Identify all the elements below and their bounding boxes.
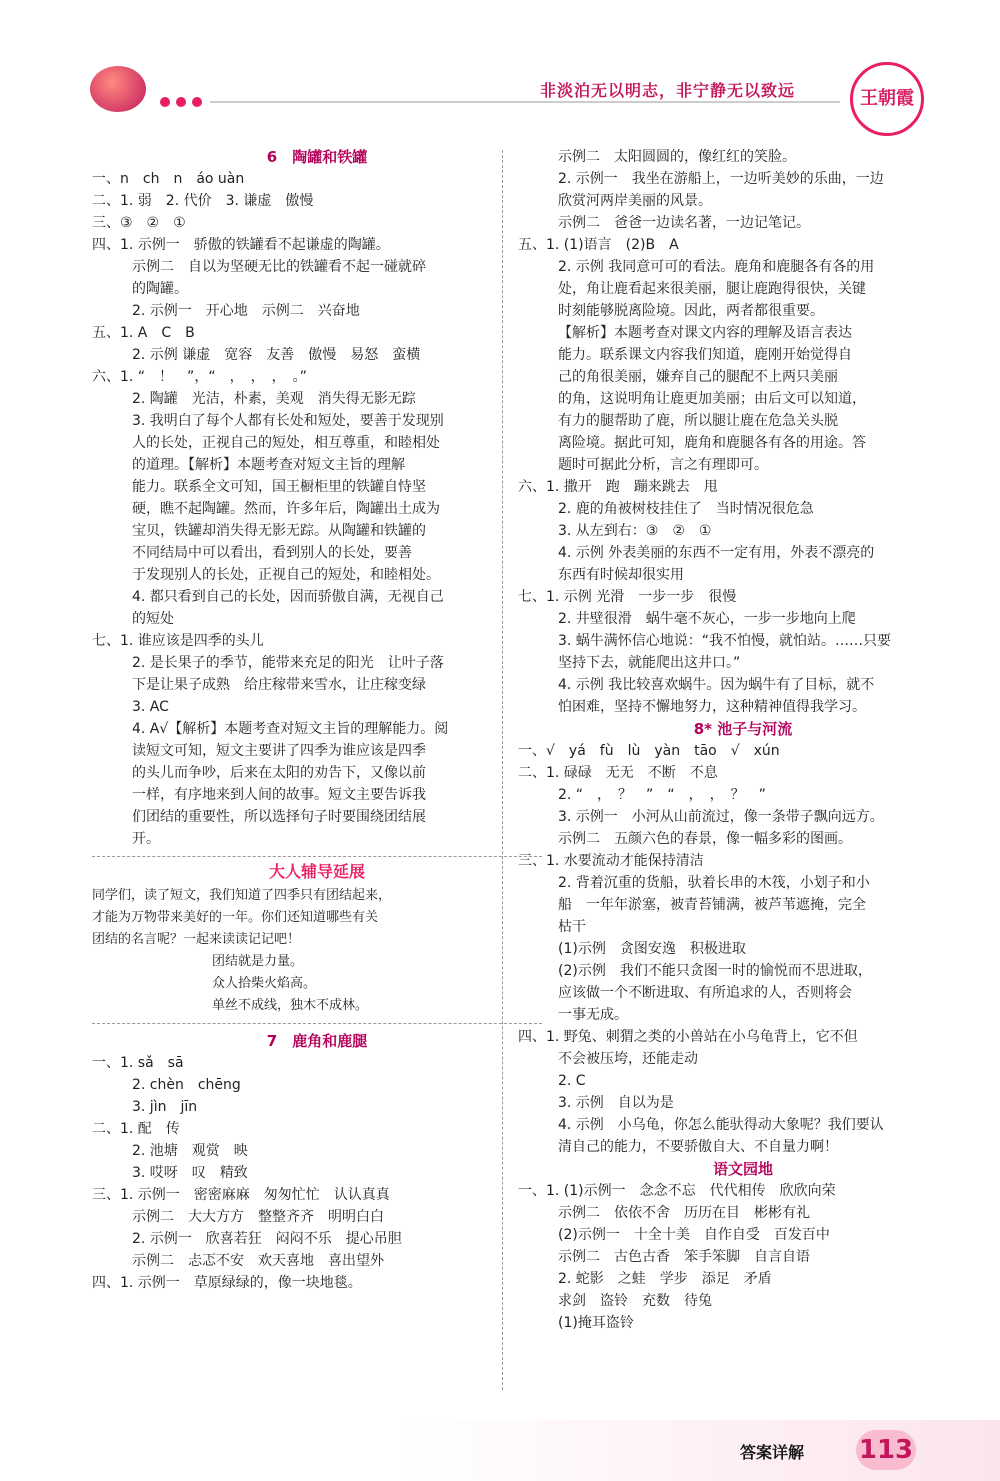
answer-line: 读短文可知，短文主要讲了四季为谁应该是四季 <box>132 743 426 759</box>
answer-line: 有力的腿帮助了鹿，所以腿让鹿在危急关头脱 <box>558 413 838 429</box>
answer-line: 2. C <box>558 1073 586 1089</box>
answer-line: 能力。联系课文内容我们知道，鹿刚开始觉得自 <box>558 347 852 363</box>
section-title: 8* 池子与河流 <box>693 720 793 738</box>
answer-line: 怕困难，坚持不懈地努力，这种精神值得我学习。 <box>558 699 866 715</box>
answer-line: 的道理。【解析】本题考查对短文主旨的理解 <box>132 457 405 473</box>
answer-line: (1)掩耳盗铃 <box>558 1315 634 1331</box>
answer-line: 二、1. 配 传 <box>92 1121 180 1137</box>
answer-line: 三、③ ② ① <box>92 215 186 231</box>
guidance-line: 才能为万物带来美好的一年。你们还知道哪些有关 <box>92 910 379 925</box>
answer-line: 2. 鹿的角被树枝挂住了 当时情况很危急 <box>558 501 814 517</box>
answer-line: 一、n ch n áo uàn <box>92 171 245 187</box>
answer-line: 七、1. 示例 光滑 一步一步 很慢 <box>518 589 737 605</box>
answer-line: 时刻能够脱离险境。因此，两者都很重要。 <box>558 303 824 319</box>
answer-line: 欣赏河两岸美丽的风景。 <box>558 193 712 209</box>
header-motto: 非淡泊无以明志，非宁静无以致远 <box>540 81 796 100</box>
answer-line: 3. jìn jīn <box>132 1099 198 1115</box>
answer-line: 清自己的能力，不要骄傲自大、不自量力啊！ <box>558 1139 838 1155</box>
brand-logo: 王朝霞 <box>850 62 924 136</box>
left-answers <box>92 146 542 850</box>
answer-line: 3. 蜗牛满怀信心地说：“我不怕慢，就怕站。……只要 <box>558 633 892 649</box>
answer-line: 三、1. 示例一 密密麻麻 匆匆忙忙 认认真真 <box>92 1187 390 1203</box>
answer-line: 3. 从左到右：③ ② ① <box>558 523 712 539</box>
right-column <box>518 146 968 1334</box>
answer-line: (2)示例 我们不能只贪图一时的愉悦而不思进取， <box>558 963 872 979</box>
guidance-text <box>92 885 542 1017</box>
answer-line: 【解析】本题考查对课文内容的理解及语言表达 <box>558 325 852 341</box>
answer-line: 2. 示例一 欣喜若狂 闷闷不乐 提心吊胆 <box>132 1231 402 1247</box>
apple-logo-icon <box>90 66 146 112</box>
answer-line: 船 一年年淤塞，被青苔铺满，被芦苇遮掩，完全 <box>558 897 866 913</box>
dot-icon <box>160 97 170 107</box>
answer-line: 2. 背着沉重的货船，驮着长串的木筏，小划子和小 <box>558 875 870 891</box>
answer-line: 一、√ yá fù lù yàn tāo √ xún <box>518 743 780 759</box>
answer-line: 一样，有序地来到人间的故事。短文主要告诉我 <box>132 787 426 803</box>
answer-line: 应该做一个不断进取、有所追求的人，否则将会 <box>558 985 852 1001</box>
answer-line: 东西有时候却很实用 <box>558 567 684 583</box>
answer-line: 3. AC <box>132 699 169 715</box>
answer-line: 4. 示例 小乌龟，你怎么能驮得动大象呢？我们要认 <box>558 1117 884 1133</box>
answer-line: 一、1. (1)示例一 念念不忘 代代相传 欣欣向荣 <box>518 1183 836 1199</box>
answer-line: 示例二 大大方方 整整齐齐 明明白白 <box>132 1209 384 1225</box>
answer-line: 2. chèn chēng <box>132 1077 241 1093</box>
answer-line: 能力。联系全文可知，国王橱柜里的铁罐自恃坚 <box>132 479 426 495</box>
answer-line: 的短处 <box>132 611 174 627</box>
answer-line: 4. 都只看到自己的长处，因而骄傲自满，无视自己 <box>132 589 444 605</box>
answer-line: 2. 示例一 开心地 示例二 兴奋地 <box>132 303 360 319</box>
answer-line: 离险境。据此可知，鹿角和鹿腿各有各的用途。答 <box>558 435 866 451</box>
answer-line: 枯干 <box>558 919 586 935</box>
answer-line: 五、1. A C B <box>92 325 195 341</box>
header-divider <box>210 101 840 103</box>
answer-line: 的头儿而争吵，后来在太阳的劝告下，又像以前 <box>132 765 426 781</box>
footer-band <box>0 1420 1000 1481</box>
answer-line: 题时可据此分析，言之有理即可。 <box>558 457 768 473</box>
section-title: 6 陶罐和铁罐 <box>266 148 368 166</box>
answer-line: 五、1. (1)语言 (2)B A <box>518 237 679 253</box>
answer-line: 2. 示例一 我坐在游船上，一边听美妙的乐曲，一边 <box>558 171 884 187</box>
answer-line: 2. 示例 我同意可可的看法。鹿角和鹿腿各有各的用 <box>558 259 875 275</box>
answer-line: 3. 我明白了每个人都有长处和短处，要善于发现别 <box>132 413 444 429</box>
answer-line: 示例二 古色古香 笨手笨脚 自言自语 <box>558 1249 810 1265</box>
left-answers-lesson7 <box>92 1030 542 1294</box>
answer-line: 己的角很美丽，嫌弃自己的腿配不上两只美丽 <box>558 369 838 385</box>
answer-line: 四、1. 野兔、刺猬之类的小兽站在小乌龟背上，它不但 <box>518 1029 858 1045</box>
answer-line: 2. 蛇影 之蛙 学步 添足 矛盾 <box>558 1271 772 1287</box>
answer-line: 不会被压垮，还能走动 <box>558 1051 698 1067</box>
left-column <box>92 146 542 1294</box>
answer-line: 2. 示例 谦虚 宽容 友善 傲慢 易怒 蛮横 <box>132 347 421 363</box>
answer-line: 示例二 爸爸一边读名著，一边记笔记。 <box>558 215 810 231</box>
answer-line: 们团结的重要性，所以选择句子时要围绕团结展 <box>132 809 426 825</box>
answer-line: 七、1. 谁应该是四季的头儿 <box>92 633 264 649</box>
quote-line: 团结就是力量。 <box>212 954 304 969</box>
answer-line: 示例二 自以为坚硬无比的铁罐看不起一碰就碎 <box>132 259 426 275</box>
right-answers <box>518 146 968 1334</box>
quote-line: 单丝不成线，独木不成林。 <box>212 998 369 1013</box>
quote-line: 众人拾柴火焰高。 <box>212 976 317 991</box>
guidance-line: 团结的名言呢？一起来读读记记吧！ <box>92 932 301 947</box>
answer-line: 坚持下去，就能爬出这井口。” <box>558 655 741 671</box>
guidance-line: 同学们，读了短文，我们知道了四季只有团结起来， <box>92 888 392 903</box>
answer-line: 开。 <box>132 831 160 847</box>
answer-line: 示例二 依依不舍 历历在目 彬彬有礼 <box>558 1205 810 1221</box>
answer-line: 示例二 忐忑不安 欢天喜地 喜出望外 <box>132 1253 384 1269</box>
answer-line: 于发现别人的长处，正视自己的短处，和睦相处。 <box>132 567 440 583</box>
answer-line: 2. 陶罐 光洁，朴素，美观 消失得无影无踪 <box>132 391 416 407</box>
answer-line: 六、1. “ ！ ”，“ ， ， ， 。” <box>92 369 307 385</box>
answer-line: 2. “ ， ？ ” “ ， ， ？ ” <box>558 787 766 803</box>
parent-guidance-box <box>92 856 542 1024</box>
page-number: 113 <box>856 1430 916 1470</box>
page-header <box>0 0 1000 130</box>
answer-line: 不同结局中可以看出，看到别人的长处，要善 <box>132 545 412 561</box>
answer-line: 人的长处，正视自己的短处，相互尊重，和睦相处 <box>132 435 440 451</box>
answer-line: 一事无成。 <box>558 1007 628 1023</box>
answer-line: 四、1. 示例一 草原绿绿的，像一块地毯。 <box>92 1275 362 1291</box>
answer-line: (1)示例 贪图安逸 积极进取 <box>558 941 746 957</box>
answer-line: 示例二 五颜六色的春景，像一幅多彩的图画。 <box>558 831 852 847</box>
answer-line: 硬，瞧不起陶罐。然而，许多年后，陶罐出土成为 <box>132 501 440 517</box>
answer-line: 3. 哎呀 叹 精致 <box>132 1165 248 1181</box>
answer-line: 的角，这说明角让鹿更加美丽；由后文可以知道， <box>558 391 866 407</box>
answer-line: 2. 是长果子的季节，能带来充足的阳光 让叶子落 <box>132 655 444 671</box>
answer-line: 一、1. sǎ sā <box>92 1055 184 1071</box>
answer-line: 的陶罐。 <box>132 281 188 297</box>
answer-line: (2)示例一 十全十美 自作自受 百发百中 <box>558 1227 830 1243</box>
dot-icon <box>192 97 202 107</box>
answer-line: 六、1. 撒开 跑 蹦来跳去 甩 <box>518 479 718 495</box>
answer-line: 二、1. 弱 2. 代价 3. 谦虚 傲慢 <box>92 193 314 209</box>
answer-line: 处，角让鹿看起来很美丽，腿让鹿跑得很快，关键 <box>558 281 866 297</box>
answer-line: 3. 示例 自以为是 <box>558 1095 674 1111</box>
answer-line: 4. 示例 我比较喜欢蜗牛。因为蜗牛有了目标，就不 <box>558 677 875 693</box>
answer-line: 下是让果子成熟 给庄稼带来雪水，让庄稼变绿 <box>132 677 426 693</box>
answer-line: 示例二 太阳圆圆的，像红红的笑脸。 <box>558 149 796 165</box>
footer-label: 答案详解 <box>740 1443 805 1462</box>
answer-line: 3. 示例一 小河从山前流过，像一条带子飘向远方。 <box>558 809 884 825</box>
answer-line: 2. 池塘 观赏 映 <box>132 1143 248 1159</box>
guidance-title: 大人辅导延展 <box>268 862 365 881</box>
section-title: 语文园地 <box>712 1160 773 1178</box>
answer-line: 二、1. 碌碌 无无 不断 不息 <box>518 765 718 781</box>
answer-line: 4. A√【解析】本题考查对短文主旨的理解能力。阅 <box>132 721 449 737</box>
dot-icon <box>176 97 186 107</box>
answer-line: 求剑 盗铃 充数 待兔 <box>558 1293 712 1309</box>
section-title: 7 鹿角和鹿腿 <box>266 1032 368 1050</box>
answer-line: 三、1. 水要流动才能保持清洁 <box>518 853 704 869</box>
answer-line: 2. 井壁很滑 蜗牛毫不灰心，一步一步地向上爬 <box>558 611 856 627</box>
answer-line: 4. 示例 外表美丽的东西不一定有用，外表不漂亮的 <box>558 545 875 561</box>
answer-line: 宝贝，铁罐却消失得无影无踪。从陶罐和铁罐的 <box>132 523 426 539</box>
answer-line: 四、1. 示例一 骄傲的铁罐看不起谦虚的陶罐。 <box>92 237 390 253</box>
